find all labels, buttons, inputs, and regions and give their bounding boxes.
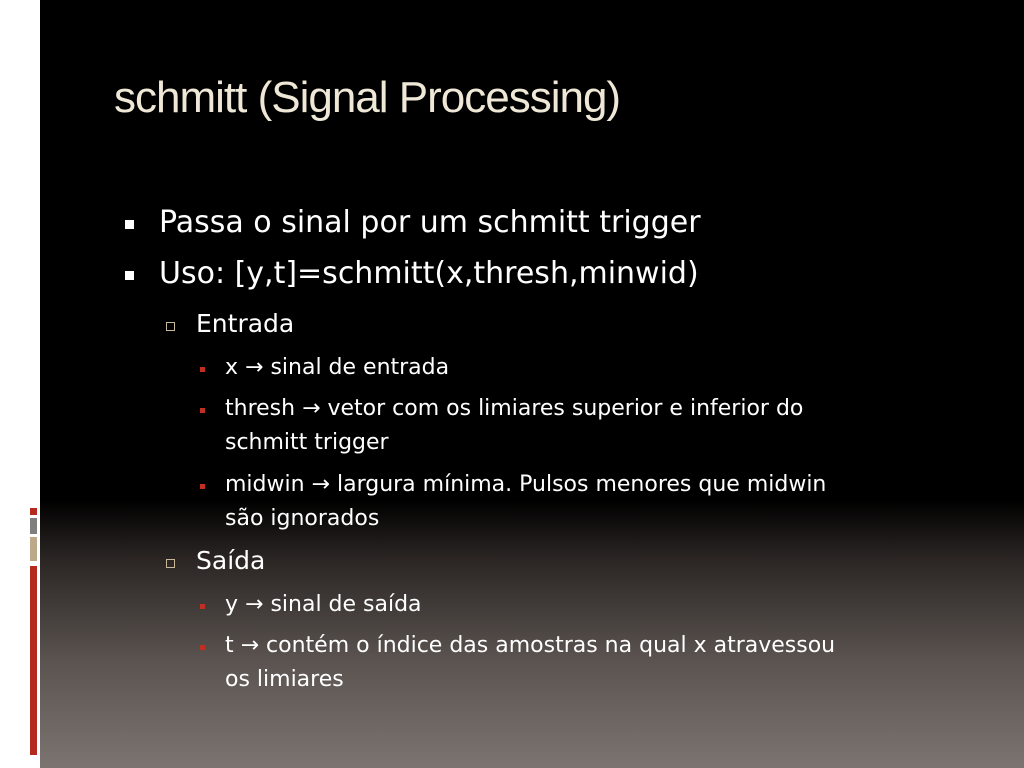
sub-sub-bullet-line: y → sinal de saída xyxy=(225,592,422,617)
bullet-text: Uso: [y,t]=schmitt(x,thresh,minwid) xyxy=(159,256,699,291)
sub-sub-bullet-icon xyxy=(200,367,205,372)
sub-sub-bullet-icon xyxy=(200,484,205,489)
slide-title: schmitt (Signal Processing) xyxy=(114,73,621,122)
sub-bullet-hollow-square-icon xyxy=(166,322,175,331)
sub-sub-bullet-line: t → contém o índice das amostras na qual x atravessou xyxy=(225,633,836,658)
sub-sub-bullet-line: os limiares xyxy=(225,667,344,692)
sub-sub-bullet-line: midwin → largura mínima. Pulsos menores que midwin xyxy=(225,472,827,497)
sub-sub-bullet-line: são ignorados xyxy=(225,506,380,531)
sub-sub-bullet-line: thresh → vetor com os limiares superior e inferior do xyxy=(225,396,804,421)
sub-sub-bullet-line: x → sinal de entrada xyxy=(225,355,450,380)
bullet-square-icon xyxy=(125,220,134,229)
sub-bullet-text: Saída xyxy=(196,546,266,575)
sub-sub-bullet-icon xyxy=(200,645,205,650)
sub-sub-bullet-icon xyxy=(200,604,205,609)
sub-sub-bullet-icon xyxy=(200,408,205,413)
bullet-square-icon xyxy=(125,271,134,280)
sub-sub-bullet-line: schmitt trigger xyxy=(225,430,389,455)
bullet-text: Passa o sinal por um schmitt trigger xyxy=(159,205,701,240)
sub-bullet-hollow-square-icon xyxy=(166,559,175,568)
sub-bullet-text: Entrada xyxy=(196,309,295,338)
